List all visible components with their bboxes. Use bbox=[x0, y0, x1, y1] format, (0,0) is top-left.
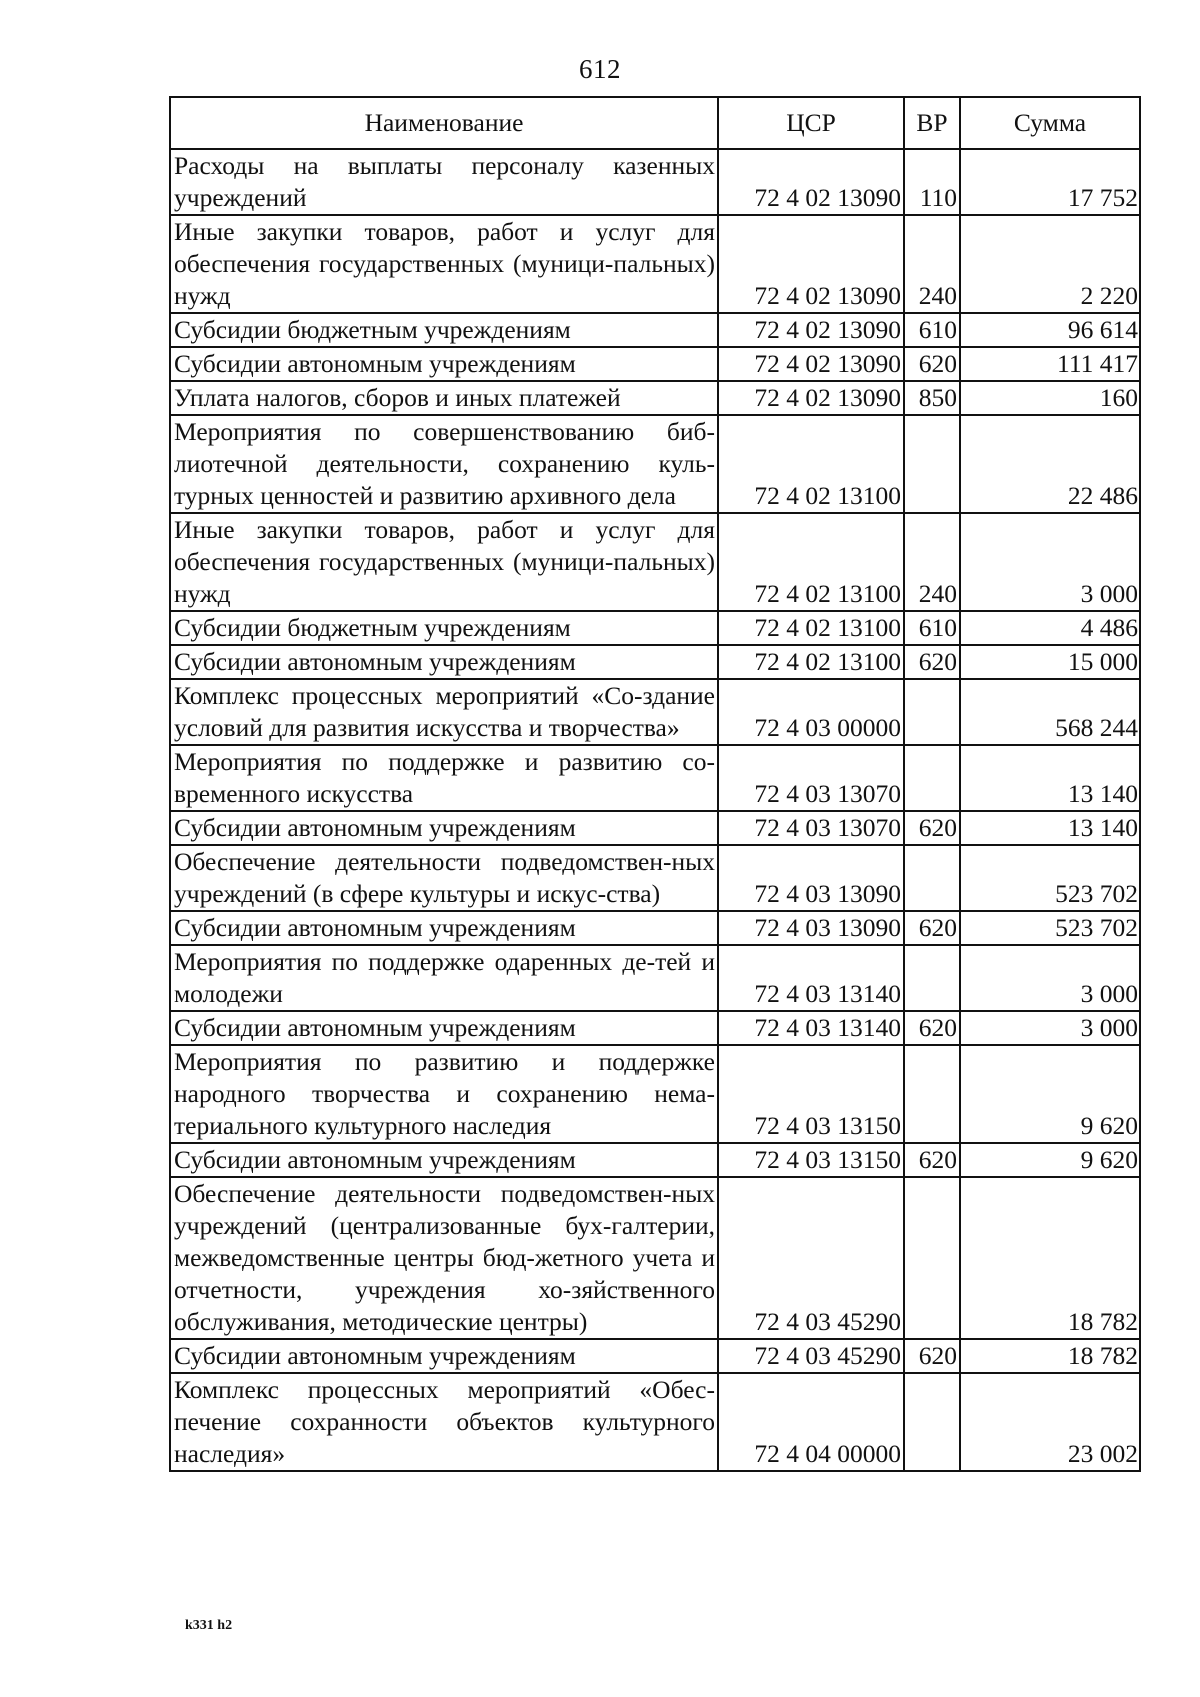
row-name: Комплекс процессных мероприятий «Обес-печение сохранности объектов культурного наследия» bbox=[170, 1373, 718, 1471]
row-sum: 111 417 bbox=[960, 347, 1140, 381]
row-vr: 610 bbox=[904, 313, 960, 347]
row-name: Иные закупки товаров, работ и услуг для обеспечения государственных (муници-пальных) нужд bbox=[170, 513, 718, 611]
row-csr: 72 4 03 13090 bbox=[718, 911, 904, 945]
table-row bbox=[170, 911, 1140, 945]
table-row bbox=[170, 347, 1140, 381]
table-row bbox=[170, 679, 1140, 745]
row-sum: 17 752 bbox=[960, 149, 1140, 215]
table-header-row bbox=[170, 97, 1140, 149]
row-name: Субсидии автономным учреждениям bbox=[170, 1011, 718, 1045]
row-name: Обеспечение деятельности подведомствен-ных учреждений (в сфере культуры и искус-ства) bbox=[170, 845, 718, 911]
table-row bbox=[170, 811, 1140, 845]
table-row bbox=[170, 149, 1140, 215]
row-vr: 110 bbox=[904, 149, 960, 215]
row-csr: 72 4 03 13070 bbox=[718, 745, 904, 811]
row-sum: 13 140 bbox=[960, 745, 1140, 811]
row-sum: 96 614 bbox=[960, 313, 1140, 347]
row-name: Субсидии бюджетным учреждениям bbox=[170, 313, 718, 347]
row-vr bbox=[904, 845, 960, 911]
row-csr: 72 4 03 13090 bbox=[718, 845, 904, 911]
table-row bbox=[170, 1373, 1140, 1471]
row-csr: 72 4 03 45290 bbox=[718, 1177, 904, 1339]
page-number: 612 bbox=[579, 54, 621, 84]
table-row bbox=[170, 313, 1140, 347]
row-name: Субсидии бюджетным учреждениям bbox=[170, 611, 718, 645]
row-vr: 850 bbox=[904, 381, 960, 415]
row-csr: 72 4 03 13070 bbox=[718, 811, 904, 845]
row-vr: 620 bbox=[904, 645, 960, 679]
table-row bbox=[170, 1045, 1140, 1143]
row-vr bbox=[904, 1177, 960, 1339]
row-name: Мероприятия по совершенствованию биб-лиотечной деятельности, сохранению куль-турных ценностей и развитию архивного дела bbox=[170, 415, 718, 513]
table-row bbox=[170, 845, 1140, 911]
table-row bbox=[170, 1011, 1140, 1045]
row-sum: 9 620 bbox=[960, 1045, 1140, 1143]
row-vr: 620 bbox=[904, 347, 960, 381]
header-name: Наименование bbox=[170, 97, 718, 149]
table-row bbox=[170, 415, 1140, 513]
row-name: Субсидии автономным учреждениям bbox=[170, 347, 718, 381]
row-sum: 23 002 bbox=[960, 1373, 1140, 1471]
row-vr bbox=[904, 1373, 960, 1471]
row-name: Мероприятия по поддержке и развитию со-временного искусства bbox=[170, 745, 718, 811]
row-sum: 2 220 bbox=[960, 215, 1140, 313]
row-csr: 72 4 02 13090 bbox=[718, 149, 904, 215]
table-row bbox=[170, 611, 1140, 645]
row-csr: 72 4 03 45290 bbox=[718, 1339, 904, 1373]
row-name: Комплекс процессных мероприятий «Со-здание условий для развития искусства и творчества» bbox=[170, 679, 718, 745]
row-vr bbox=[904, 415, 960, 513]
table-row bbox=[170, 1177, 1140, 1339]
table-row bbox=[170, 945, 1140, 1011]
row-csr: 72 4 03 13150 bbox=[718, 1143, 904, 1177]
row-vr: 620 bbox=[904, 911, 960, 945]
row-sum: 18 782 bbox=[960, 1177, 1140, 1339]
row-csr: 72 4 02 13090 bbox=[718, 347, 904, 381]
row-vr: 620 bbox=[904, 1143, 960, 1177]
row-name: Иные закупки товаров, работ и услуг для обеспечения государственных (муници-пальных) нужд bbox=[170, 215, 718, 313]
table-body bbox=[170, 149, 1140, 1471]
row-vr: 620 bbox=[904, 1339, 960, 1373]
row-name: Мероприятия по поддержке одаренных де-тей и молодежи bbox=[170, 945, 718, 1011]
row-csr: 72 4 02 13100 bbox=[718, 611, 904, 645]
row-vr: 620 bbox=[904, 811, 960, 845]
row-csr: 72 4 03 13140 bbox=[718, 945, 904, 1011]
row-name: Субсидии автономным учреждениям bbox=[170, 811, 718, 845]
table-row bbox=[170, 1339, 1140, 1373]
row-csr: 72 4 03 00000 bbox=[718, 679, 904, 745]
row-csr: 72 4 02 13090 bbox=[718, 215, 904, 313]
row-name: Уплата налогов, сборов и иных платежей bbox=[170, 381, 718, 415]
row-sum: 568 244 bbox=[960, 679, 1140, 745]
table-row bbox=[170, 645, 1140, 679]
row-name: Обеспечение деятельности подведомствен-ных учреждений (централизованные бух-галтерии, межведомственные центры бюд-жетного учета и отчетности, учреждения хо-зяйственного обслуживания, методические центры) bbox=[170, 1177, 718, 1339]
row-vr: 240 bbox=[904, 513, 960, 611]
row-name: Субсидии автономным учреждениям bbox=[170, 645, 718, 679]
row-csr: 72 4 02 13100 bbox=[718, 645, 904, 679]
header-csr: ЦСР bbox=[718, 97, 904, 149]
row-vr bbox=[904, 1045, 960, 1143]
row-csr: 72 4 02 13100 bbox=[718, 513, 904, 611]
header-vr: ВР bbox=[904, 97, 960, 149]
row-name: Субсидии автономным учреждениям bbox=[170, 911, 718, 945]
table-row bbox=[170, 513, 1140, 611]
row-name: Субсидии автономным учреждениям bbox=[170, 1339, 718, 1373]
row-vr bbox=[904, 745, 960, 811]
row-vr: 240 bbox=[904, 215, 960, 313]
row-sum: 3 000 bbox=[960, 1011, 1140, 1045]
row-sum: 22 486 bbox=[960, 415, 1140, 513]
table-row bbox=[170, 215, 1140, 313]
row-csr: 72 4 02 13090 bbox=[718, 381, 904, 415]
table-row bbox=[170, 745, 1140, 811]
row-vr bbox=[904, 945, 960, 1011]
row-sum: 3 000 bbox=[960, 513, 1140, 611]
row-name: Субсидии автономным учреждениям bbox=[170, 1143, 718, 1177]
row-csr: 72 4 02 13100 bbox=[718, 415, 904, 513]
row-csr: 72 4 03 13140 bbox=[718, 1011, 904, 1045]
row-csr: 72 4 02 13090 bbox=[718, 313, 904, 347]
row-vr bbox=[904, 679, 960, 745]
table-row bbox=[170, 1143, 1140, 1177]
row-name: Расходы на выплаты персоналу казенных учреждений bbox=[170, 149, 718, 215]
row-csr: 72 4 03 13150 bbox=[718, 1045, 904, 1143]
row-sum: 18 782 bbox=[960, 1339, 1140, 1373]
footer-code: k331 h2 bbox=[185, 1618, 233, 1633]
row-sum: 9 620 bbox=[960, 1143, 1140, 1177]
row-name: Мероприятия по развитию и поддержке народного творчества и сохранению нема-териального культурного наследия bbox=[170, 1045, 718, 1143]
row-sum: 13 140 bbox=[960, 811, 1140, 845]
row-sum: 15 000 bbox=[960, 645, 1140, 679]
row-sum: 523 702 bbox=[960, 911, 1140, 945]
row-sum: 523 702 bbox=[960, 845, 1140, 911]
row-vr: 620 bbox=[904, 1011, 960, 1045]
table-row bbox=[170, 381, 1140, 415]
budget-table bbox=[169, 96, 1141, 1472]
row-vr: 610 bbox=[904, 611, 960, 645]
row-sum: 4 486 bbox=[960, 611, 1140, 645]
row-csr: 72 4 04 00000 bbox=[718, 1373, 904, 1471]
row-sum: 160 bbox=[960, 381, 1140, 415]
header-sum: Сумма bbox=[960, 97, 1140, 149]
row-sum: 3 000 bbox=[960, 945, 1140, 1011]
